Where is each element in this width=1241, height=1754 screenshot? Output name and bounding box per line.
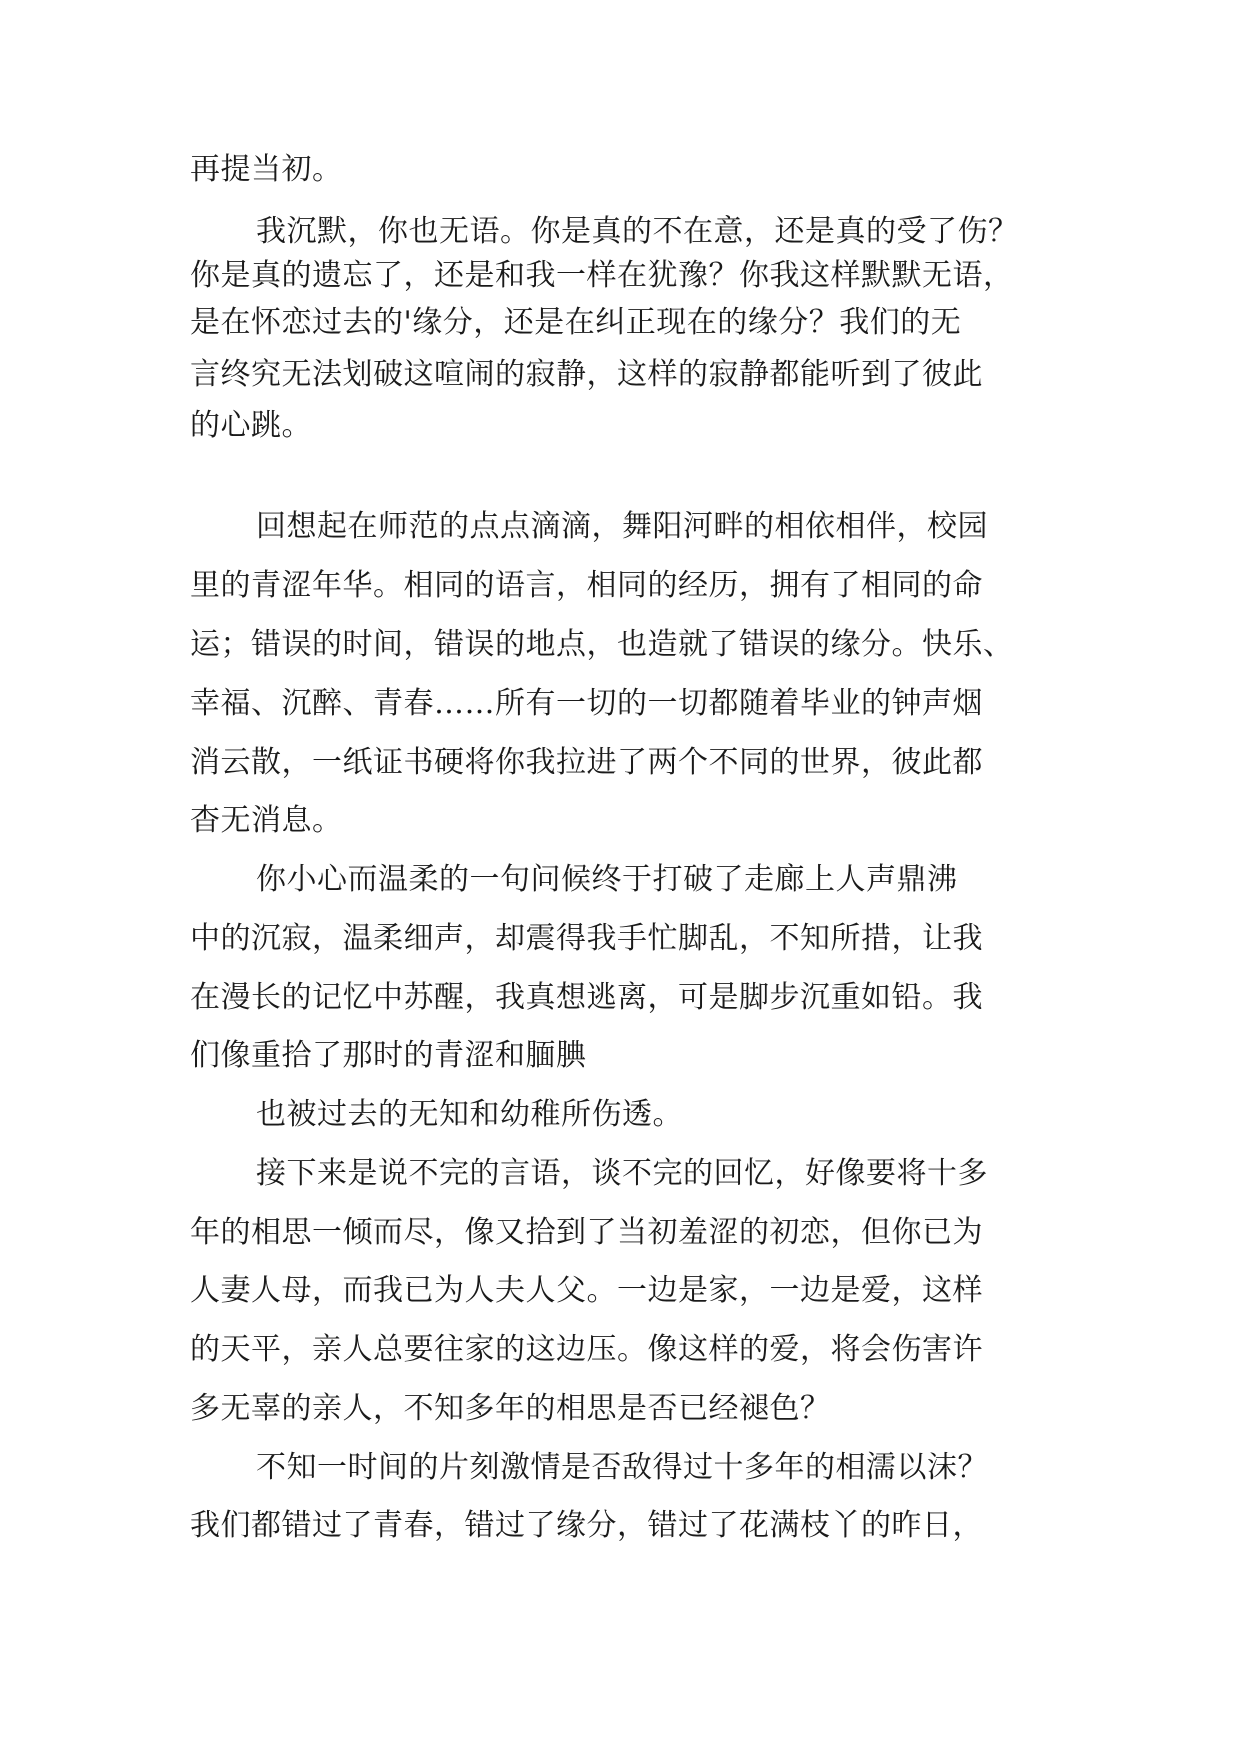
text-line: 在漫长的记忆中苏醒，我真想逃离，可是脚步沉重如铅。我 xyxy=(190,980,983,1015)
text-line: 再提当初。 xyxy=(190,152,343,187)
text-line: 杳无消息。 xyxy=(190,803,343,838)
text-line: 里的青涩年华。相同的语言，相同的经历，拥有了相同的命 xyxy=(190,568,983,603)
paragraph-start-line: 你小心而温柔的一句问候终于打破了走廊上人声鼎沸 xyxy=(256,862,958,897)
text-line: 消云散，一纸证书硬将你我拉进了两个不同的世界，彼此都 xyxy=(190,745,983,780)
paragraph-start-line: 也被过去的无知和幼稚所伤透。 xyxy=(256,1097,683,1132)
text-line: 运；错误的时间，错误的地点，也造就了错误的缘分。快乐、 xyxy=(190,627,1014,662)
paragraph-start-line: 不知一时间的片刻激情是否敌得过十多年的相濡以沫？ xyxy=(256,1450,988,1485)
text-line: 们像重拾了那时的青涩和腼腆 xyxy=(190,1038,587,1073)
paragraph-start-line: 接下来是说不完的言语，谈不完的回忆，好像要将十多 xyxy=(256,1156,988,1191)
text-line: 是在怀恋过去的'缘分，还是在纠正现在的缘分？我们的无 xyxy=(190,305,962,340)
text-line: 幸福、沉醉、青春……所有一切的一切都随着毕业的钟声烟 xyxy=(190,686,983,721)
text-line: 人妻人母，而我已为人夫人父。一边是家，一边是爱，这样 xyxy=(190,1273,983,1308)
text-line: 你是真的遗忘了，还是和我一样在犹豫？你我这样默默无语， xyxy=(190,258,1014,293)
text-line: 言终究无法划破这喧闹的寂静，这样的寂静都能听到了彼此 xyxy=(190,357,983,392)
text-line: 年的相思一倾而尽，像又拾到了当初羞涩的初恋，但你已为 xyxy=(190,1215,983,1250)
text-line: 我们都错过了青春，错过了缘分，错过了花满枝丫的昨日， xyxy=(190,1508,983,1543)
text-line: 多无辜的亲人，不知多年的相思是否已经褪色？ xyxy=(190,1391,831,1426)
paragraph-start-line: 我沉默，你也无语。你是真的不在意，还是真的受了伤？ xyxy=(256,214,1019,249)
text-line: 中的沉寂，温柔细声，却震得我手忙脚乱，不知所措，让我 xyxy=(190,921,983,956)
text-line: 的心跳。 xyxy=(190,408,312,443)
text-line: 的天平，亲人总要往家的这边压。像这样的爱，将会伤害许 xyxy=(190,1332,983,1367)
paragraph-start-line: 回想起在师范的点点滴滴，舞阳河畔的相依相伴，校园 xyxy=(256,509,988,544)
